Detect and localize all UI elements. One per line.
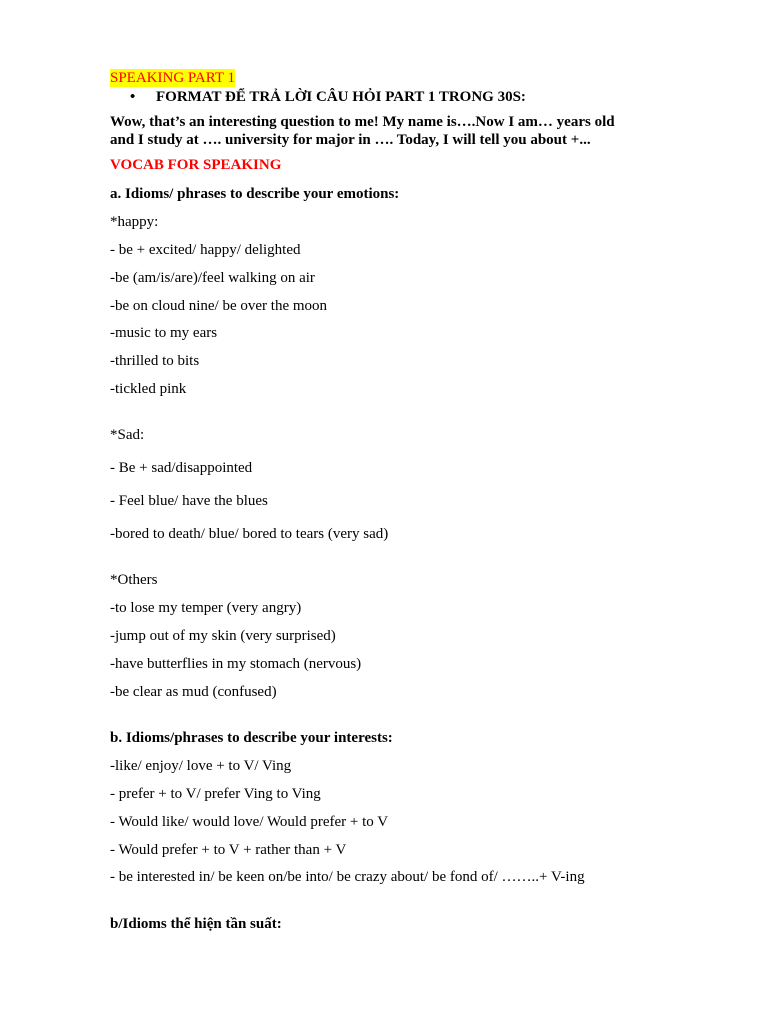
others-label: *Others: [110, 572, 158, 588]
list-item: -tickled pink: [110, 381, 187, 397]
list-item: -to lose my temper (very angry): [110, 600, 302, 616]
bullet-icon: •: [130, 89, 136, 105]
list-item: -jump out of my skin (very surprised): [110, 628, 336, 644]
list-item: -have butterflies in my stomach (nervous): [110, 656, 362, 672]
list-item: -be (am/is/are)/feel walking on air: [110, 270, 315, 286]
list-item: - be + excited/ happy/ delighted: [110, 242, 301, 258]
list-item: -be clear as mud (confused): [110, 684, 277, 700]
list-item: -be on cloud nine/ be over the moon: [110, 298, 328, 314]
list-item: - be interested in/ be keen on/be into/ be crazy about/ be fond of/ ……..+ V-ing: [110, 869, 585, 885]
sad-label: *Sad:: [110, 427, 145, 443]
list-item: - Feel blue/ have the blues: [110, 493, 268, 509]
section-b-title: b. Idioms/phrases to describe your interests:: [110, 730, 393, 746]
format-bullet-item: [130, 88, 526, 106]
list-item: - Would like/ would love/ Would prefer + to V: [110, 814, 389, 830]
intro-line-2: and I study at …. university for major in …. Today, I will tell you about +...: [110, 132, 591, 148]
intro-line-1: Wow, that’s an interesting question to me! My name is….Now I am… years old: [110, 114, 615, 130]
section-c-title: b/Idioms thể hiện tần suất:: [110, 916, 282, 932]
list-item: -music to my ears: [110, 325, 218, 341]
section-a-title: a. Idioms/ phrases to describe your emotions:: [110, 186, 400, 202]
list-item: - prefer + to V/ prefer Ving to Ving: [110, 786, 321, 802]
list-item: - Would prefer + to V + rather than + V: [110, 842, 347, 858]
format-title: FORMAT ĐỂ TRẢ LỜI CÂU HỎI PART 1 TRONG 30S:: [156, 89, 526, 105]
list-item: -bored to death/ blue/ bored to tears (very sad): [110, 526, 389, 542]
speaking-part-heading: SPEAKING PART 1: [110, 70, 235, 86]
happy-label: *happy:: [110, 214, 159, 230]
list-item: -thrilled to bits: [110, 353, 200, 369]
list-item: -like/ enjoy/ love + to V/ Ving: [110, 758, 292, 774]
vocab-heading: VOCAB FOR SPEAKING: [110, 157, 282, 173]
list-item: - Be + sad/disappointed: [110, 460, 253, 476]
